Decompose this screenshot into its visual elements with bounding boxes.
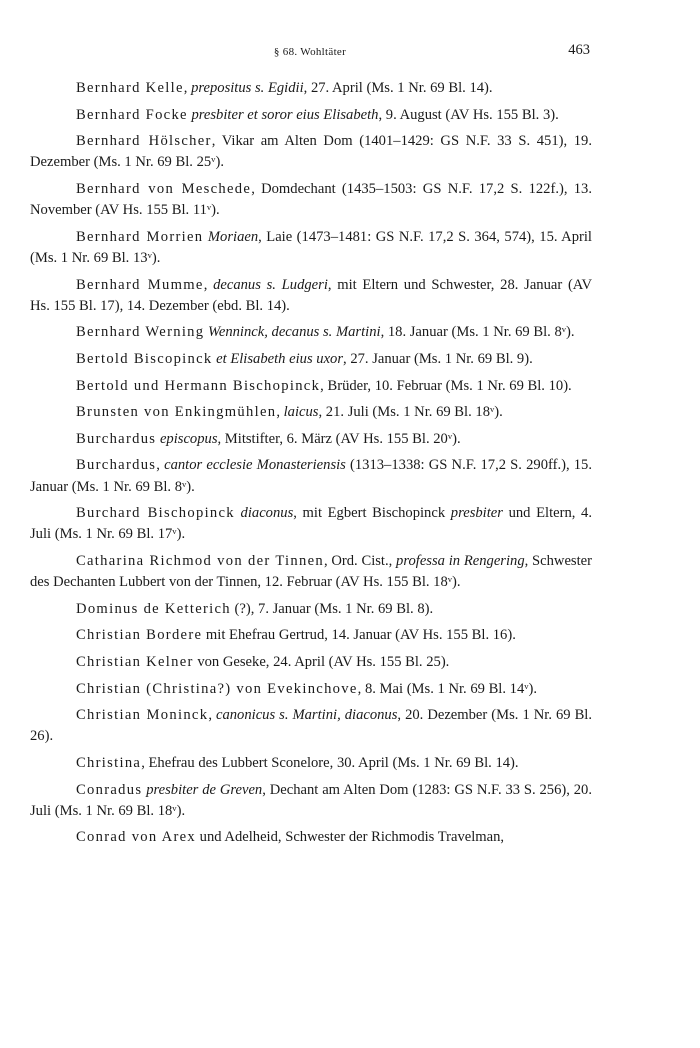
register-entry [30,679,592,700]
entry-text: , [208,707,216,724]
entry-text: mit Ehefrau Gertrud, 14. Januar (AV Hs. 155 Bl. 16). [202,627,516,644]
entry-text: , 9. August (AV Hs. 155 Bl. 3). [378,106,559,123]
register-entry [30,503,592,545]
page-number: 463 [568,42,590,58]
entry-text: , 27. April (Ms. 1 Nr. 69 Bl. 14). [303,80,493,96]
entry-name: Bernhard Mumme [76,276,204,293]
entry-latin-text: et Elisabeth eius uxor [216,350,344,367]
entry-latin-text: decanus s. Ludgeri [213,276,328,293]
entry-text: , Vikar am Alten Dom (1401–1429: GS N.F. 33 S. 451), 19. Dezember (Ms. 1 Nr. 69 Bl. 25ᵛ). [30,133,593,171]
entry-latin-text: presbiter et soror eius Elisabeth [191,106,379,123]
entry-latin-text: prepositus s. Egidii [191,80,304,96]
entry-latin-text: Wenninck, decanus s. Martini [208,324,381,341]
entry-text: , Schwester des Dechanten Lubbert von der Tinnen, 12. Februar (AV Hs. 155 Bl. 18ᵛ). [30,552,593,591]
entry-text: , Ord. Cist., [323,552,397,569]
entry-name: Christian Bordere [76,627,203,644]
register-entry [30,551,592,593]
register-entry [30,322,592,343]
entry-text: und Adelheid, Schwester der Richmodis Travelman, [196,829,505,846]
entry-name: Bertold und Hermann Bischopinck [76,377,321,394]
register-entry [30,78,592,99]
entry-name: Christian Moninck [76,707,209,724]
entry-text: , [203,276,214,293]
entry-text: , 8. Mai (Ms. 1 Nr. 69 Bl. 14ᵛ). [357,680,538,697]
entry-text: und Eltern, 4. Juli (Ms. 1 Nr. 69 Bl. 17ᵛ). [30,505,592,543]
register-entry [30,105,592,126]
entry-text: , 20. Dezember (Ms. 1 Nr. 69 Bl. 26). [30,707,593,745]
register-entry [30,599,592,620]
entry-name: Burchardus [76,430,157,447]
entry-text: , 21. Juli (Ms. 1 Nr. 69 Bl. 18ᵛ). [318,404,503,421]
register-entries [30,78,592,854]
entry-latin-text: episcopus [159,430,218,447]
entry-text: , mit Eltern und Schwester, 28. Januar (AV Hs. 155 Bl. 17), 14. Dezember (ebd. Bl. 14). [30,276,593,314]
entry-latin-text: canonicus s. Martini, diaconus [215,707,398,724]
entry-latin-text: presbiter [450,505,503,522]
entry-text: , Brüder, 10. Februar (Ms. 1 Nr. 69 Bl. 10). [320,377,572,394]
entry-name: Christian Kelner [76,653,194,670]
entry-name: Bernhard Morrien [76,228,204,245]
register-entry [30,429,592,450]
entry-text: , [156,457,165,474]
entry-text: , Ehefrau des Lubbert Sconelore, 30. April (Ms. 1 Nr. 69 Bl. 14). [141,754,519,771]
entry-text: (?), 7. Januar (Ms. 1 Nr. 69 Bl. 8). [230,600,434,617]
entry-name: Catharina Richmod von der Tinnen [76,552,324,569]
register-entry [30,753,592,774]
entry-name: Christian (Christina?) von Evekinchove [76,680,358,697]
entry-name: Burchardus [76,457,157,474]
entry-text: von Geseke, 24. April (AV Hs. 155 Bl. 25). [193,653,450,670]
entry-latin-text: laicus [283,404,319,421]
entry-name: Bernhard Werning [76,324,205,341]
running-head [30,40,590,60]
entry-text: , Dechant am Alten Dom (1283: GS N.F. 33 S. 256), 20. Juli (Ms. 1 Nr. 69 Bl. 18ᵛ). [30,781,592,819]
register-entry [30,705,592,747]
register-entry [30,780,592,822]
register-entry [30,827,592,848]
register-entry [30,376,592,397]
entry-latin-text: presbiter de Greven [146,781,263,798]
section-title: § 68. Wohltäter [273,46,347,58]
register-entry [30,455,592,497]
entry-text: , Laie (1473–1481: GS N.F. 17,2 S. 364, 574), 15. April (Ms. 1 Nr. 69 Bl. 13ᵛ). [30,228,592,266]
entry-text: , [276,404,284,421]
entry-name: Bernhard von Meschede [76,180,252,197]
entry-name: Dominus de Ketterich [76,600,231,617]
register-entry [30,227,592,269]
entry-text: , Domdechant (1435–1503: GS N.F. 17,2 S. 122f.), 13. November (AV Hs. 155 Bl. 11ᵛ). [30,180,592,219]
entry-latin-text: diaconus [240,505,294,522]
entry-text: , Mitstifter, 6. März (AV Hs. 155 Bl. 20ᵛ). [217,430,461,447]
entry-name: Bernhard Hölscher [76,133,212,150]
entry-name: Christina [76,754,142,771]
register-entry [30,131,592,173]
entry-name: Bernhard Focke [76,106,188,123]
entry-text: , 18. Januar (Ms. 1 Nr. 69 Bl. 8ᵛ). [380,324,575,341]
entry-latin-text: cantor ecclesie Monasteriensis [164,457,346,474]
entry-name: Conradus [76,781,143,798]
register-entry [30,652,592,673]
entry-latin-text: Moriaen [207,228,259,245]
register-entry [30,179,592,221]
register-entry [30,349,592,370]
entry-text: , [183,80,192,96]
entry-name: Conrad von Arex [76,829,197,846]
entry-name: Bertold Biscopinck [76,350,213,367]
register-entry [30,275,592,317]
entry-text: , 27. Januar (Ms. 1 Nr. 69 Bl. 9). [343,350,533,367]
entry-name: Brunsten von Enkingmühlen [76,404,277,421]
entry-name: Burchard Bischopinck [76,505,235,522]
register-entry [30,402,592,423]
entry-latin-text: professa in Rengering [396,552,525,569]
entry-text: (1313–1338: GS N.F. 17,2 S. 290ff.), 15. Januar (Ms. 1 Nr. 69 Bl. 8ᵛ). [30,457,592,495]
entry-name: Bernhard Kelle [76,80,184,96]
register-entry [30,625,592,646]
entry-text: , mit Egbert Bischopinck [293,505,451,522]
